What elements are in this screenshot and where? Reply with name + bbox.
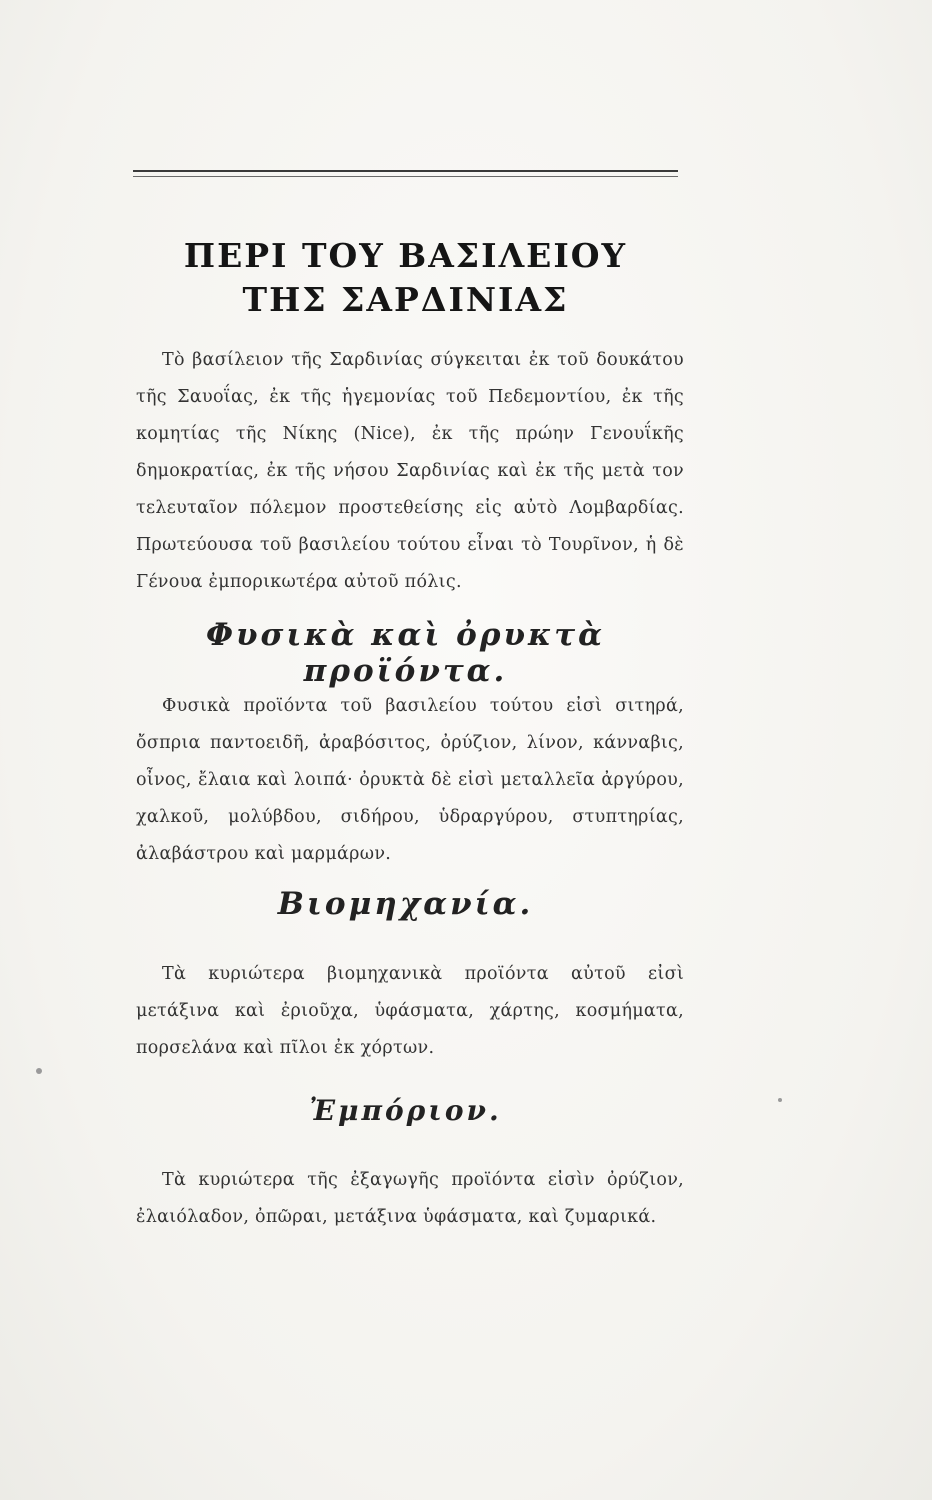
commerce-paragraph	[136, 1162, 684, 1236]
section-heading-industry: Βιομηχανία.	[277, 886, 534, 922]
intro-text: Τὸ βασίλειον τῆς Σαρδινίας σύγκειται ἐκ τοῦ δουκάτου τῆς Σαυοΐας, ἐκ τῆς ἡγεμονίας τοῦ Πεδεμοντίου, ἐκ τῆς κομητίας τῆς Νίκης (Nice), ἐκ τῆς πρώην Γενουΐκῆς δημοκρατίας, ἐκ τῆς νήσου Σαρδινίας καὶ ἐκ τῆς μετὰ τον τελευταῖον πόλεμον προστεθείσης εἰς αὐτὸ Λομβαρδίας. Πρωτεύουσα τοῦ βασιλείου τούτου εἶναι τὸ Τουρῖνον, ἡ δὲ Γένουα ἐμπορικωτέρα αὐτοῦ πόλις.	[136, 350, 684, 592]
section-heading-commerce: Ἐμπόριον.	[309, 1094, 502, 1127]
natural-products-paragraph	[136, 688, 684, 873]
top-rule	[133, 170, 678, 172]
title-line-2: ΤΗΣ ΣΑΡΔΙΝΙΑΣ	[242, 280, 569, 319]
industry-paragraph	[136, 956, 684, 1067]
industry-text: Τὰ κυριώτερα βιομηχανικὰ προϊόντα αὐτοῦ εἰσὶ μετάξινα καὶ ἐριοῦχα, ὑφάσματα, χάρτης, κοσμήματα, πορσελάνα καὶ πῖλοι ἐκ χόρτων.	[136, 964, 684, 1058]
paper-speck	[36, 1068, 42, 1074]
top-rule-thin	[133, 176, 678, 177]
title-line-1: ΠΕΡΙ ΤΟΥ ΒΑΣΙΛΕΙΟΥ	[183, 236, 628, 275]
commerce-text: Τὰ κυριώτερα τῆς ἐξαγωγῆς προϊόντα εἰσὶν ὀρύζιον, ἐλαιόλαδον, ὀπῶραι, μετάξινα ὑφάσματα, καὶ ζυμαρικά.	[136, 1170, 684, 1227]
natural-products-text: Φυσικὰ προϊόντα τοῦ βασιλείου τούτου εἰσὶ σιτηρά, ὄσπρια παντοειδῆ, ἀραβόσιτος, ὀρύζιον, λίνον, κάνναβις, οἶνος, ἔλαια καὶ λοιπά· ὀρυκτὰ δὲ εἰσὶ μεταλλεῖα ἀργύρου, χαλκοῦ, μολύβδου, σιδήρου, ὑδραργύρου, στυπτηρίας, ἀλαβάστρου καὶ μαρμάρων.	[136, 696, 684, 864]
section-heading-natural-products: Φυσικὰ καὶ ὀρυκτὰ προϊόντα.	[206, 617, 605, 689]
intro-paragraph	[136, 342, 684, 601]
paper-speck	[778, 1098, 782, 1102]
